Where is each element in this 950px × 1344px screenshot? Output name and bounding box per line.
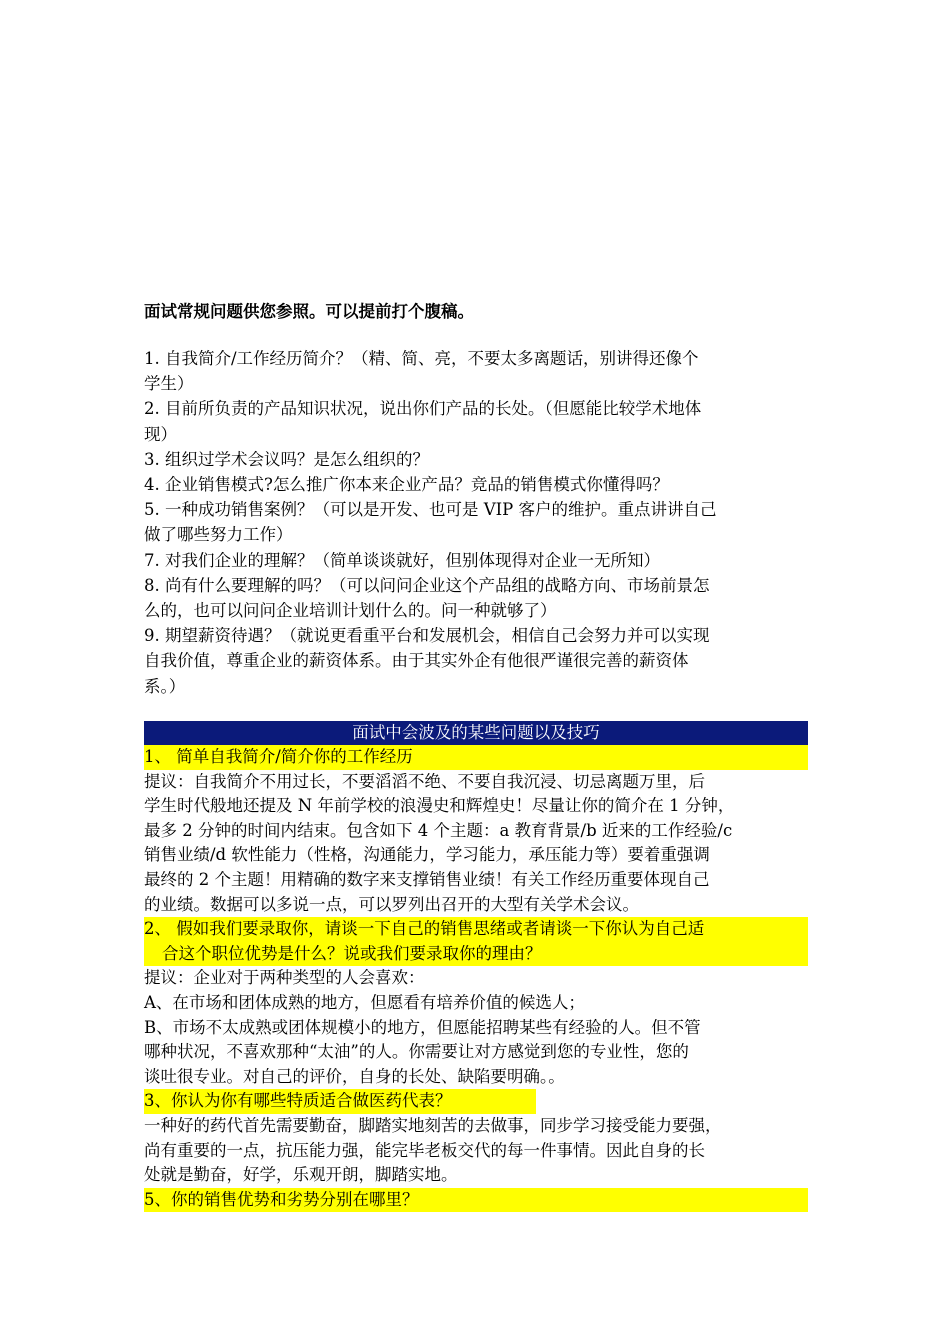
q3-body-line: 一种好的药代首先需要勤奋，脚踏实地刻苦的去做事，同步学习接受能力要强，: [144, 1115, 722, 1135]
question-line: 3. 组织过学术会议吗？是怎么组织的？: [144, 449, 429, 469]
q3-title: 3、你认为你有哪些特质适合做医药代表？: [144, 1089, 536, 1114]
q3-body-line: 尚有重要的一点，抗压能力强，能完毕老板交代的每一件事情。因此自身的长: [144, 1140, 705, 1160]
question-line: 么的，也可以问问企业培训计划什么的。问一种就够了）: [144, 601, 557, 621]
q5-title: 5、你的销售优势和劣势分别在哪里？: [144, 1188, 808, 1213]
question-line: 学生）: [144, 374, 194, 394]
q2-body-line: B、市场不太成熟或团体规模小的地方，但愿能招聘某些有经验的人。但不管: [144, 1017, 701, 1037]
q1-body-line: 销售业绩/d 软性能力（性格，沟通能力，学习能力，承压能力等）要着重强调: [144, 845, 710, 865]
q2-body-line: 提议：企业对于两种类型的人会喜欢：: [144, 968, 425, 988]
section-banner: 面试中会波及的某些问题以及技巧: [144, 721, 808, 745]
tips-section: [144, 721, 808, 1212]
q1-body-line: 最终的 2 个主题！用精确的数字来支撑销售业绩！有关工作经历重要体现自己: [144, 869, 710, 889]
page-heading: 面试常规问题供您参照。可以提前打个腹稿。: [144, 302, 474, 321]
q1-title: 1、 简单自我简介/简介你的工作经历: [144, 745, 808, 770]
question-line: 做了哪些努力工作）: [144, 525, 293, 545]
question-list: [144, 346, 808, 699]
question-line: 2. 目前所负责的产品知识状况，说出你们产品的长处。（但愿能比较学术地体: [144, 399, 702, 419]
q3-body-line: 处就是勤奋，好学，乐观开朗，脚踏实地。: [144, 1165, 458, 1185]
question-line: 现）: [144, 424, 177, 444]
q2-body-line: 哪种状况，不喜欢那种“太油”的人。你需要让对方感觉到您的专业性，您的: [144, 1042, 689, 1062]
question-line: 系。）: [144, 676, 186, 696]
question-line: 自我价值，尊重企业的薪资体系。由于其实外企有他很严谨很完善的薪资体: [144, 651, 689, 671]
q1-body-line: 的业绩。数据可以多说一点，可以罗列出召开的大型有关学术会议。: [144, 894, 639, 914]
question-line: 7. 对我们企业的理解？（简单谈谈就好，但别体现得对企业一无所知）: [144, 550, 660, 570]
q1-body-line: 最多 2 分钟的时间内结束。包含如下 4 个主题：a 教育背景/b 近来的工作经验/c: [144, 820, 733, 840]
q2-body-line: 谈吐很专业。对自己的评价，自身的长处、缺陷要明确。。: [144, 1066, 565, 1086]
question-line: 5. 一种成功销售案例？（可以是开发、也可是 VIP 客户的维护。重点讲讲自己: [144, 500, 717, 520]
q2-title-line-2: 合这个职位优势是什么？说或我们要录取你的理由？: [144, 942, 808, 967]
q2-body-line: A、在市场和团体成熟的地方，但愿看有培养价值的候选人；: [144, 992, 585, 1012]
question-line: 1. 自我简介/工作经历简介？（精、简、亮，不要太多离题话，别讲得还像个: [144, 349, 699, 368]
question-line: 4. 企业销售模式?怎么推广你本来企业产品？竞品的销售模式你懂得吗？: [144, 475, 669, 495]
question-line: 9. 期望薪资待遇？（就说更看重平台和发展机会，相信自己会努力并可以实现: [144, 626, 710, 646]
q2-title-line-1: 2、 假如我们要录取你，请谈一下自己的销售思绪或者请谈一下你认为自己适: [144, 917, 808, 942]
question-line: 8. 尚有什么要理解的吗？（可以问问企业这个产品组的战略方向、市场前景怎: [144, 575, 710, 595]
q1-body-line: 提议：自我简介不用过长，不要滔滔不绝、不要自我沉浸、切忌离题万里，后: [144, 771, 705, 791]
q1-body-line: 学生时代般地还提及 N 年前学校的浪漫史和辉煌史！尽量让你的简介在 1 分钟，: [144, 796, 735, 816]
